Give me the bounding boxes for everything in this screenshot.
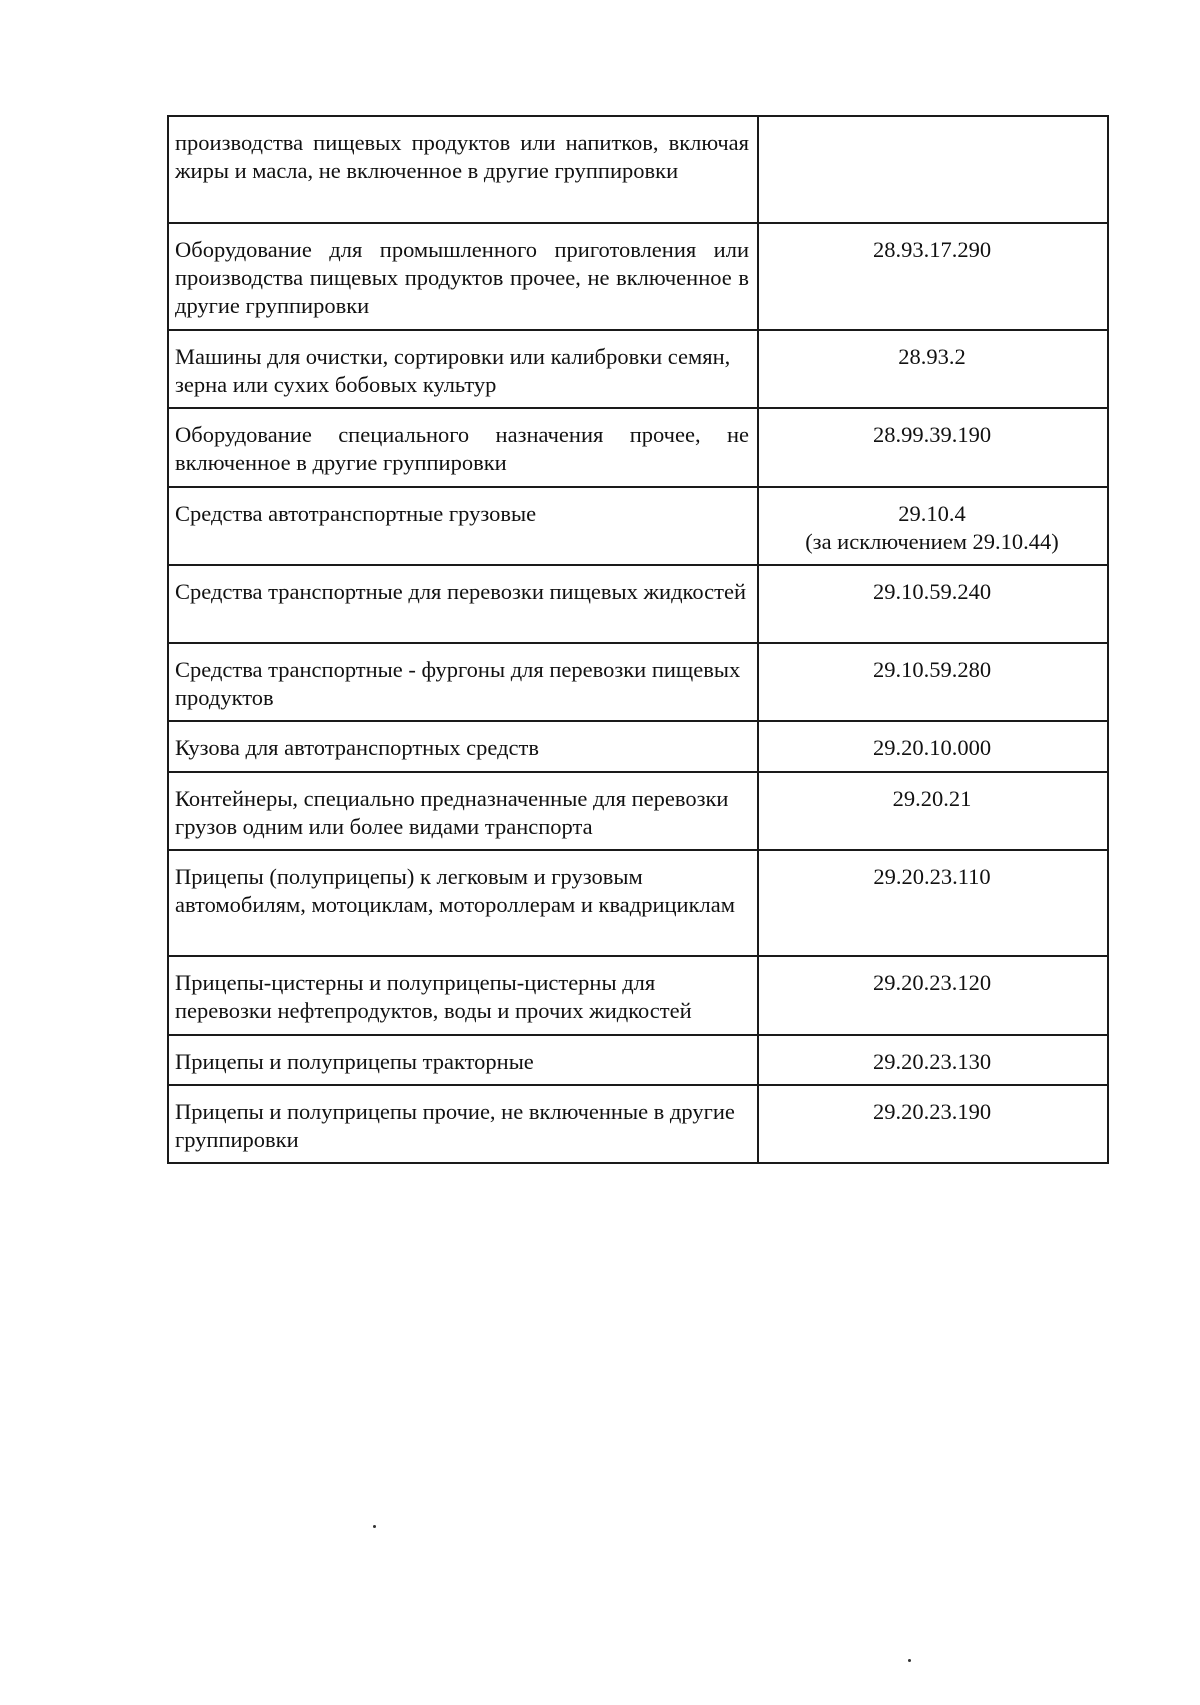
table-row <box>168 487 1108 565</box>
okpd-code: 28.99.39.190 <box>872 422 992 447</box>
product-name-cell: Оборудование для промышленного приготовления или производства пищевых продуктов прочее, не включенное в другие группировки <box>168 223 758 330</box>
okpd-code: 29.20.10.000 <box>872 735 992 760</box>
okpd-code: 29.10.4 <box>898 501 966 526</box>
table-row <box>168 1085 1108 1163</box>
okpd-code: 28.93.17.290 <box>872 237 992 262</box>
table-row <box>168 223 1108 330</box>
scan-speck <box>908 1659 911 1662</box>
product-name-cell: Средства автотранспортные грузовые <box>168 487 758 565</box>
product-name-cell: Прицепы и полуприцепы тракторные <box>168 1035 758 1085</box>
okpd-code: 29.20.21 <box>892 786 972 811</box>
table-row <box>168 565 1108 643</box>
okpd-code-cell <box>758 330 1108 408</box>
okpd-code-note: (за исключением 29.10.44) <box>805 529 1059 554</box>
okpd-code-cell <box>758 487 1108 565</box>
okpd-code-cell <box>758 772 1108 850</box>
okpd-code: 29.20.23.190 <box>872 1099 992 1124</box>
table-row <box>168 408 1108 487</box>
product-name-cell: Оборудование специального назначения прочее, не включенное в другие группировки <box>168 408 758 487</box>
okpd-code: 28.93.2 <box>898 344 966 369</box>
scan-speck <box>373 1525 376 1528</box>
okpd-code-cell <box>758 643 1108 721</box>
okpd-code: 29.20.23.120 <box>872 970 992 995</box>
okpd-code-cell <box>758 565 1108 643</box>
product-name-cell: Кузова для автотранспортных средств <box>168 721 758 772</box>
okpd-code-cell <box>758 1085 1108 1163</box>
okpd-code-cell <box>758 223 1108 330</box>
okpd-code-cell <box>758 116 1108 223</box>
okpd-code: 29.10.59.280 <box>872 657 992 682</box>
table-row <box>168 643 1108 721</box>
okpd-table <box>167 115 1109 1164</box>
okpd-code: 29.20.23.110 <box>873 864 991 889</box>
product-name-cell: Машины для очистки, сортировки или калибровки семян, зерна или сухих бобовых культур <box>168 330 758 408</box>
table-row <box>168 850 1108 956</box>
okpd-code-cell <box>758 956 1108 1035</box>
table-row <box>168 116 1108 223</box>
product-name-cell: Средства транспортные - фургоны для перевозки пищевых продуктов <box>168 643 758 721</box>
okpd-code-cell <box>758 850 1108 956</box>
table-row <box>168 721 1108 772</box>
okpd-code: 29.10.59.240 <box>872 579 992 604</box>
product-name-cell: производства пищевых продуктов или напитков, включая жиры и масла, не включенное в другие группировки <box>168 116 758 223</box>
okpd-code-cell <box>758 1035 1108 1085</box>
table-row <box>168 330 1108 408</box>
table-row <box>168 772 1108 850</box>
product-name-cell: Прицепы-цистерны и полуприцепы-цистерны для перевозки нефтепродуктов, воды и прочих жидкостей <box>168 956 758 1035</box>
product-name-cell: Прицепы и полуприцепы прочие, не включенные в другие группировки <box>168 1085 758 1163</box>
product-name-cell: Прицепы (полуприцепы) к легковым и грузовым автомобилям, мотоциклам, мотороллерам и квадрициклам <box>168 850 758 956</box>
table-row <box>168 1035 1108 1085</box>
okpd-code: 29.20.23.130 <box>872 1049 992 1074</box>
product-name-cell: Контейнеры, специально предназначенные для перевозки грузов одним или более видами транспорта <box>168 772 758 850</box>
okpd-code-cell <box>758 408 1108 487</box>
product-name-cell: Средства транспортные для перевозки пищевых жидкостей <box>168 565 758 643</box>
table-row <box>168 956 1108 1035</box>
okpd-code-cell <box>758 721 1108 772</box>
